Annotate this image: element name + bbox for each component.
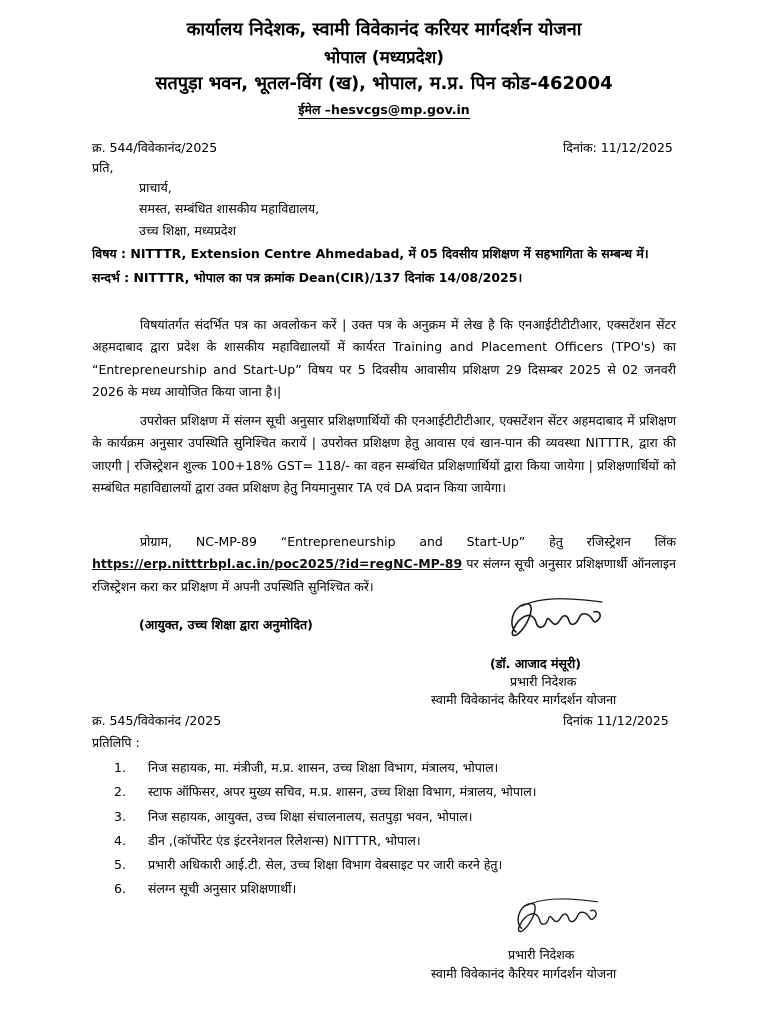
signatory-designation: प्रभारी निदेशक bbox=[510, 674, 577, 689]
signature-2 bbox=[508, 893, 608, 939]
letter-date: दिनांक: 11/12/2025 bbox=[563, 140, 673, 155]
copy-signatory-designation: प्रभारी निदेशक bbox=[508, 947, 575, 962]
addressee-line-2: समस्त, सम्बंधित शासकीय महाविद्यालय, bbox=[139, 201, 320, 216]
subject-line: विषय : NITTTR, Extension Centre Ahmedabad, में 05 दिवसीय प्रशिक्षण में सहभागिता के सम्बन्ध में। bbox=[92, 246, 649, 261]
copy-heading: प्रतिलिपि : bbox=[92, 735, 140, 750]
signatory-office: स्वामी विवेकानंद कैरियर मार्गदर्शन योजना bbox=[431, 692, 617, 707]
copy-list-item: 6. संलग्न सूची अनुसार प्रशिक्षणार्थी। bbox=[114, 881, 297, 897]
body-paragraph-1: विषयांतर्गत संदर्भित पत्र का अवलोकन करें | उक्त पत्र के अनुक्रम में लेख है कि एनआईटीटीटीआर, एक्सटेंशन सेंटर अहमदाबाद द्वारा प्रदेश के शासकीय महाविद्यालयों में कार्यरत Training and Placement Officers (TPO's) का “Entrepreneurship and Start-Up” विषय पर 5 दिवसीय आवासीय प्रशिक्षण 29 दिसम्बर 2025 से 02 जनवरी 2026 के मध्य आयोजित किया जाना है।| bbox=[92, 317, 676, 399]
approval-note: (आयुक्त, उच्च शिक्षा द्वारा अनुमोदित) bbox=[139, 617, 313, 632]
letter-ref-no: क्र. 544/विवेकानंद/2025 bbox=[92, 140, 218, 155]
reference-line: सन्दर्भ : NITTTR, भोपाल का पत्र क्रमांक Dean(CIR)/137 दिनांक 14/08/2025। bbox=[92, 270, 523, 285]
prati-label: प्रति, bbox=[92, 160, 114, 175]
copy-list-item: 5. प्रभारी अधिकारी आई.टी. सेल, उच्च शिक्षा विभाग वेबसाइट पर जारी करने हेतु। bbox=[114, 857, 503, 873]
copy-list bbox=[92, 756, 536, 902]
registration-link[interactable]: https://erp.nitttrbpl.ac.in/poc2025/?id=regNC-MP-89 bbox=[92, 556, 463, 572]
copy-date: दिनांक 11/12/2025 bbox=[563, 713, 669, 728]
copy-ref-no: क्र. 545/विवेकानंद /2025 bbox=[92, 713, 222, 728]
signature-1 bbox=[502, 592, 612, 644]
office-address: सतपुड़ा भवन, भूतल-विंग (ख), भोपाल, म.प्र. पिन कोड-462004 bbox=[155, 73, 613, 94]
office-email bbox=[0, 101, 768, 118]
body-paragraph-3 bbox=[92, 531, 676, 598]
addressee-line-3: उच्च शिक्षा, मध्यप्रदेश bbox=[139, 223, 237, 238]
paragraph-3-intro: प्रोग्राम, NC-MP-89 “Entrepreneurship and Start-Up” हेतु रजिस्ट्रेशन लिंक bbox=[140, 534, 676, 549]
email-text: ईमेल –hesvcgs@mp.gov.in bbox=[298, 102, 470, 117]
body-paragraph-2: उपरोक्त प्रशिक्षण में संलग्न सूची अनुसार प्रशिक्षणार्थियों की एनआईटीटीटीआर, एक्सटेंशन सेंटर अहमदाबाद में प्रशिक्षण के कार्यक्रम अनुसार उपस्थिति सुनिश्चित करायें | उपरोक्त प्रशिक्षण हेतु आवास एवं खान-पान की व्यवस्था NITTTR, द्वारा की जाएगी | रजिस्ट्रेशन शुल्क 100+18% GST= 118/- का वहन सम्बंधित प्रशिक्षणार्थियों द्वारा किया जायेगा | प्रशिक्षणार्थियों को सम्बंधित महाविद्यालयों द्वारा उक्त प्रशिक्षण हेतु नियमानुसार TA एवं DA प्रदान किया जायेगा। bbox=[92, 413, 676, 495]
copy-list-item: 3. निज सहायक, आयुक्त, उच्च शिक्षा संचालनालय, सतपुड़ा भवन, भोपाल। bbox=[114, 808, 473, 824]
addressee-line-1: प्राचार्य, bbox=[139, 180, 172, 195]
copy-signatory-office: स्वामी विवेकानंद कैरियर मार्गदर्शन योजना bbox=[431, 966, 617, 981]
copy-list-item: 2. स्टाफ ऑफिसर, अपर मुख्य सचिव, म.प्र. शासन, उच्च शिक्षा विभाग, मंत्रालय, भोपाल। bbox=[114, 784, 537, 800]
office-city: भोपाल (मध्यप्रदेश) bbox=[323, 48, 445, 68]
office-title: कार्यालय निदेशक, स्वामी विवेकानंद करियर मार्गदर्शन योजना bbox=[186, 19, 582, 40]
copy-list-item: 4. डीन ,(कॉर्पोरेट एंड इंटरनेशनल रिलेशन्स) NITTTR, भोपाल। bbox=[114, 832, 421, 848]
paragraph-3-rest: पर संलग्न सूची अनुसार प्रशिक्षणार्थी ऑनलाइन रजिस्ट्रेशन करा कर प्रशिक्षण में अपनी उपस्थिति सुनिश्चित करें। bbox=[92, 556, 676, 594]
copy-list-item: 1. निज सहायक, मा. मंत्रीजी, म.प्र. शासन, उच्च शिक्षा विभाग, मंत्रालय, भोपाल। bbox=[114, 760, 499, 775]
signatory-name: (डॉ. आजाद मंसूरी) bbox=[490, 656, 582, 671]
